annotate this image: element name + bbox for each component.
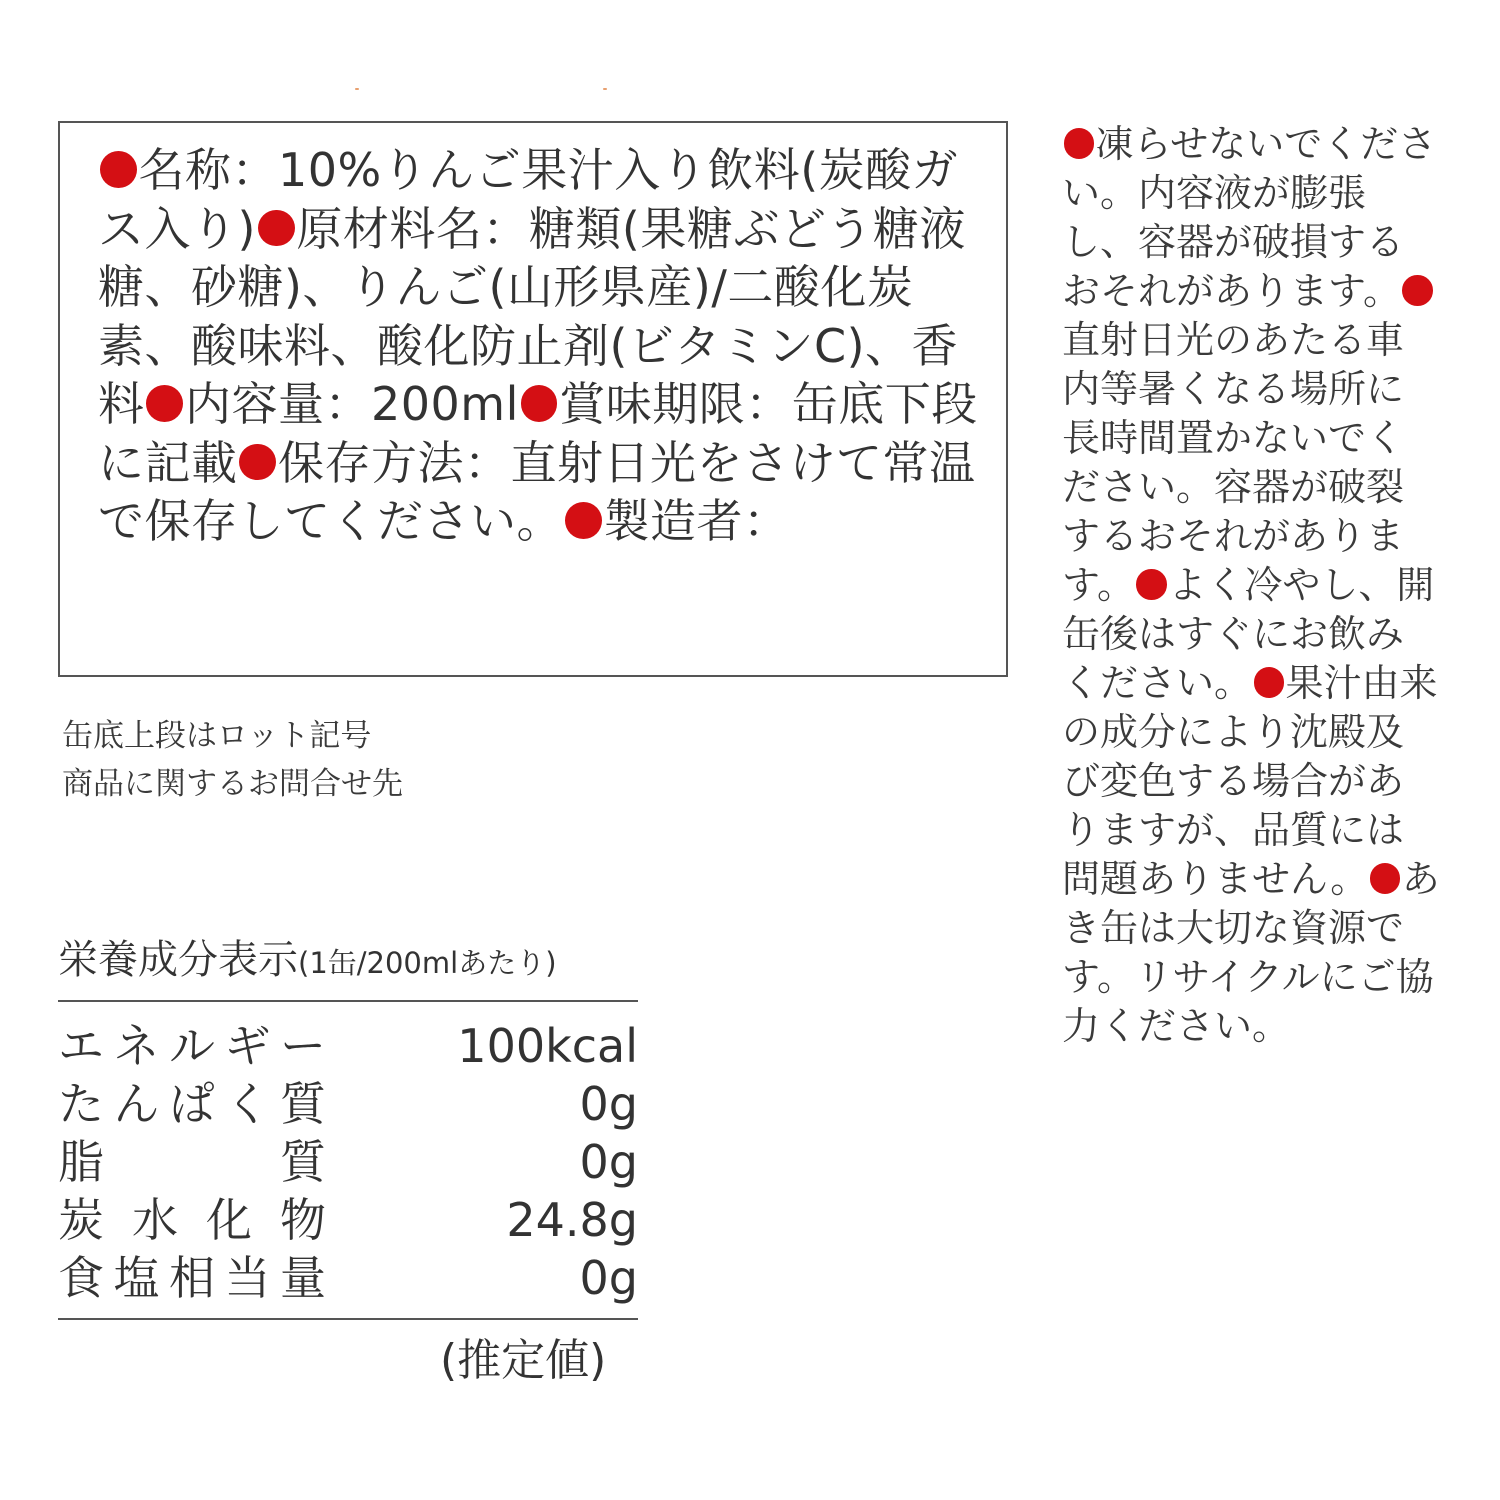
product-info-text	[98, 141, 978, 551]
nutrition-row-salt	[58, 1249, 638, 1307]
bestbefore-label: 賞味期限：	[559, 377, 792, 431]
nutrition-top-rule	[58, 1000, 638, 1002]
caution-chill: よく冷やし、開缶後はすぐにお飲みください。	[1062, 563, 1435, 705]
nutrient-value: 24.8g	[502, 1191, 638, 1249]
nutrition-row-carbohydrate	[58, 1191, 638, 1249]
inquiry-note: 商品に関するお問合せ先	[62, 766, 403, 802]
volume-label: 内容量：	[184, 377, 371, 431]
nutrition-bottom-rule	[58, 1318, 638, 1320]
volume-value: 200ml	[370, 377, 519, 431]
nutrient-value: 100kcal	[453, 1017, 638, 1075]
nutrient-value: 0g	[576, 1249, 638, 1307]
nutrient-name: 脂質	[58, 1135, 326, 1189]
ingredients-label: 原材料名：	[296, 201, 529, 256]
can-notes	[62, 712, 403, 808]
nutrient-name: たんぱく質	[58, 1077, 326, 1131]
ingredients-value: 糖類(果糖ぶどう糖液糖、砂糖)、りんご(山形県産)/二酸化炭素、酸味料、酸化防止剤(ビタミンC)、香料	[98, 201, 966, 431]
nutrient-value: 0g	[576, 1075, 638, 1133]
nutrient-name: 食塩相当量	[58, 1251, 326, 1305]
red-bullet-icon	[146, 385, 183, 422]
red-bullet-icon	[1254, 667, 1284, 697]
red-bullet-icon	[1402, 275, 1432, 305]
caution-sunlight: 直射日光のあたる車内等暑くなる場所に長時間置かないでください。容器が破裂するおそれがあります。	[1062, 318, 1405, 607]
caution-freeze: 凍らせないでください。内容液が膨張し、容器が破損するおそれがあります。	[1062, 122, 1437, 313]
caution-sediment: 果汁由来の成分により沈殿及び変色する場合がありますが、品質には問題ありません。	[1062, 661, 1438, 901]
nutrition-heading: 栄養成分表示	[58, 937, 298, 983]
bestbefore-value: 缶底下段に記載	[98, 377, 978, 490]
nutrition-row-protein	[58, 1075, 638, 1133]
nutrition-row-fat	[58, 1133, 638, 1191]
red-bullet-icon	[1370, 863, 1400, 893]
red-bullet-icon	[258, 210, 295, 247]
nutrient-name: エネルギー	[58, 1019, 326, 1073]
nutrient-value: 0g	[576, 1133, 638, 1191]
nutrition-title	[58, 930, 557, 993]
nutrition-row-energy	[58, 1017, 638, 1075]
red-bullet-icon	[239, 444, 276, 481]
name-value: 10%りんご果汁入り飲料(炭酸ガス入り)	[98, 143, 959, 256]
lot-note: 缶底上段はロット記号	[62, 718, 372, 754]
red-bullet-icon	[1064, 128, 1094, 158]
caution-column	[1062, 120, 1440, 1051]
red-bullet-icon	[100, 151, 137, 188]
red-bullet-icon	[521, 385, 558, 422]
estimate-note: (推定値)	[440, 1335, 607, 1386]
storage-label: 保存方法：	[277, 435, 511, 490]
nutrient-name: 炭水化物	[58, 1193, 326, 1247]
nutrition-per-serving: (1缶/200mlあたり)	[298, 946, 557, 980]
red-bullet-icon	[565, 502, 602, 539]
red-bullet-icon	[1136, 569, 1166, 599]
caution-recycle: あき缶は大切な資源です。リサイクルにご協力ください。	[1062, 857, 1440, 1048]
name-label: 名称：	[138, 143, 278, 197]
maker-label: 製造者：	[603, 494, 790, 548]
storage-value: 直射日光をさけて常温で保存してください。	[98, 435, 976, 548]
product-info-box	[58, 121, 1008, 677]
